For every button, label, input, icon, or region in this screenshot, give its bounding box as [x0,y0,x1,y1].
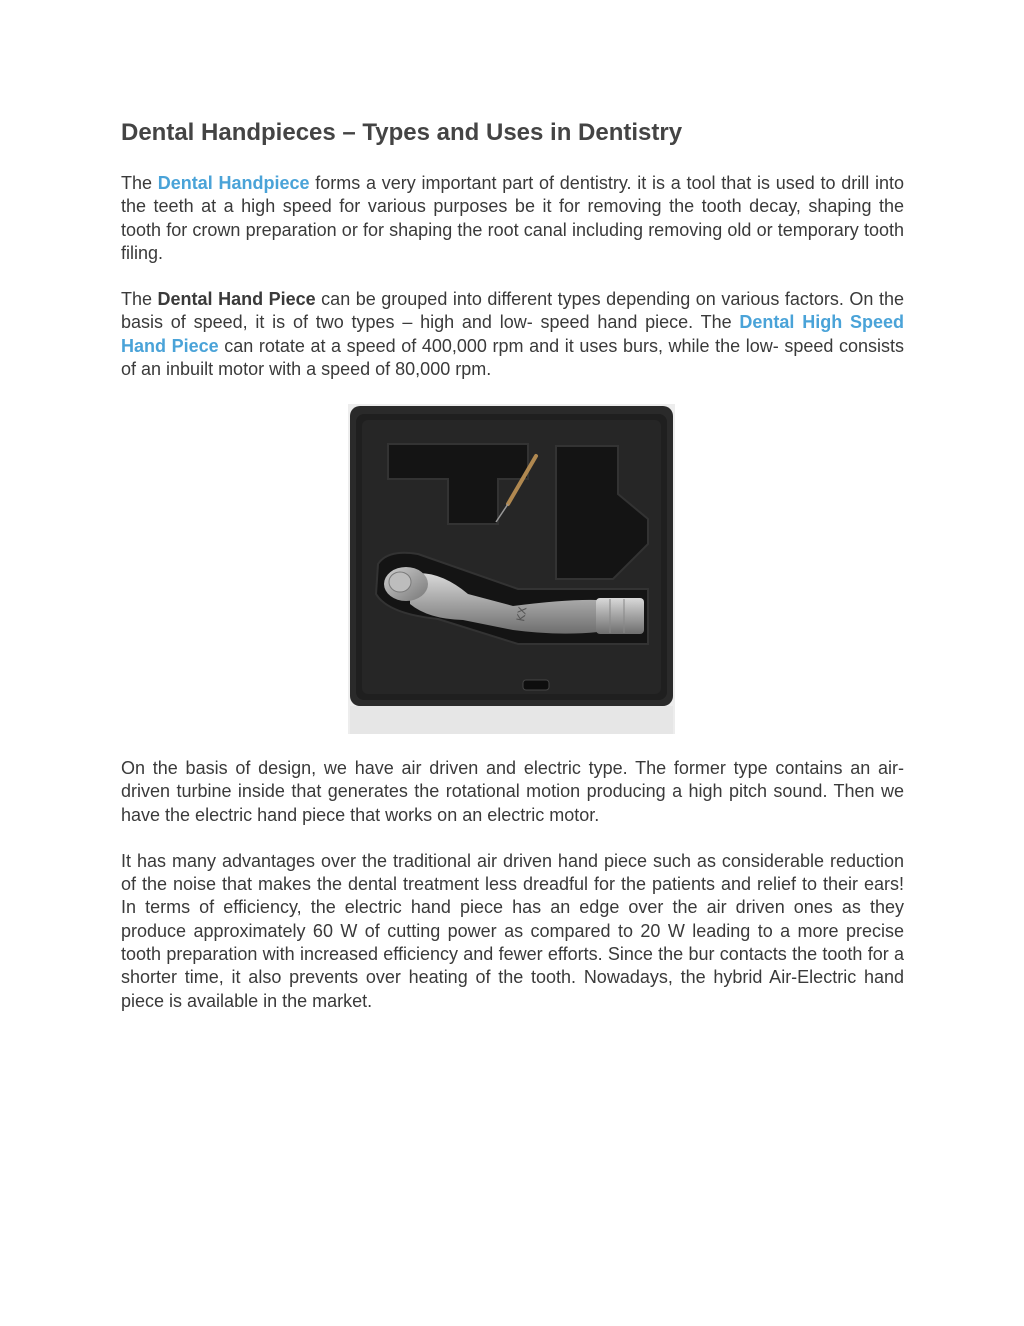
paragraph-intro-text: forms a very important part of dentistry. it is a tool that is used to drill into the teeth at a high speed for various purposes be it for removing the tooth decay, shaping the tooth for crown preparation or for shaping the root canal including removing old or temporary tooth filing. [121,173,904,263]
paragraph-types-prefix: The [121,289,158,310]
dental-handpiece-link[interactable]: Dental Handpiece [157,173,310,193]
lower-content [121,757,904,1036]
paragraph-types [121,288,904,381]
paragraph-design: On the basis of design, we have air driven and electric type. The former type contains an air-driven turbine inside that generates the rotational motion producing a high pitch sound. Then we have the electric hand piece that works on an electric motor. [121,758,904,825]
paragraph-intro [121,172,904,265]
paragraph-advantages: It has many advantages over the traditional air driven hand piece such as considerable reduction of the noise that makes the dental treatment less dreadful for the patients and relief to their ears! In terms of efficiency, the electric hand piece has an edge over the air driven ones as they produce approximately 60 W of cutting power as compared to 20 W leading to a more precise tooth preparation with increased efficiency and fewer efforts. Since the bur contacts the tooth for a shorter time, it also prevents over heating of the tooth. Nowadays, the hybrid Air-Electric hand piece is available in the market. [121,850,904,1011]
paragraph-types-middle: can be grouped into different types depending on various factors. On the basis of speed, it is of two types – high and low- speed hand piece. The [121,289,904,333]
page-title: Dental Handpieces – Types and Uses in Dentistry [121,119,683,146]
svg-text:KX: KX [514,605,530,623]
dental-hand-piece-bold: Dental Hand Piece [157,289,316,310]
dental-high-speed-hand-piece-link[interactable]: Dental High Speed Hand Piece [121,312,904,356]
paragraph-types-text: can rotate at a speed of 400,000 rpm and it uses burs, while the low- speed consists of an inbuilt motor with a speed of 80,000 rpm. [121,335,905,380]
handpiece-case-photo [348,404,675,734]
document-body [121,118,904,404]
paragraph-intro-prefix: The [121,173,158,193]
